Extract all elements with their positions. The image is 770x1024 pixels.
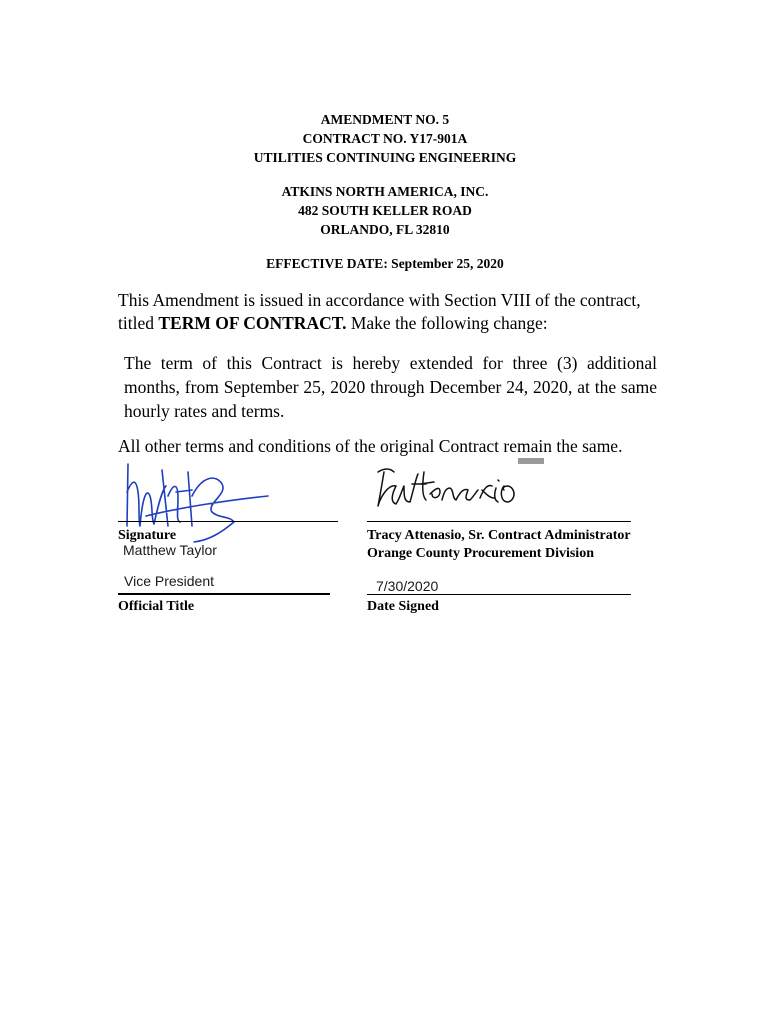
intro-prefix: titled [118, 313, 159, 333]
effective-date: EFFECTIVE DATE: September 25, 2020 [266, 256, 504, 271]
scan-smudge [518, 458, 544, 464]
intro-suffix: Make the following change: [346, 313, 548, 333]
section-title: TERM OF CONTRACT. [158, 313, 347, 333]
intro-line-1: This Amendment is issued in accordance with Section VIII of the contract, [118, 290, 641, 310]
intro-line-2 [118, 312, 548, 335]
contract-number: CONTRACT NO. Y17-901A [302, 131, 468, 146]
official-title-value: Vice President [124, 573, 215, 589]
county-signature-line [367, 521, 631, 522]
company-name: ATKINS NORTH AMERICA, INC. [281, 184, 489, 199]
company-city: ORLANDO, FL 32810 [320, 222, 450, 237]
signer-name: Matthew Taylor [123, 542, 217, 558]
amendment-number: AMENDMENT NO. 5 [320, 112, 450, 127]
company-street: 482 SOUTH KELLER ROAD [298, 203, 472, 218]
official-title-line [118, 593, 330, 595]
term-extension-paragraph: The term of this Contract is hereby extended for three (3) additional months, from September 25, 2020 through December 24, 2020, at the same hourly rates and terms. [124, 353, 657, 421]
official-title-label: Official Title [118, 599, 195, 614]
contract-subject: UTILITIES CONTINUING ENGINEERING [253, 150, 517, 165]
county-signature-image [370, 458, 540, 518]
date-signed-line [367, 594, 631, 595]
date-signed-label: Date Signed [367, 599, 439, 614]
date-signed-value: 7/30/2020 [376, 578, 439, 594]
closing-statement: All other terms and conditions of the original Contract remain the same. [118, 436, 623, 456]
signature-label: Signature [118, 528, 177, 543]
signature-line [118, 521, 338, 522]
county-division-label: Orange County Procurement Division [367, 546, 594, 561]
county-signer-label: Tracy Attenasio, Sr. Contract Administrator [367, 528, 631, 543]
